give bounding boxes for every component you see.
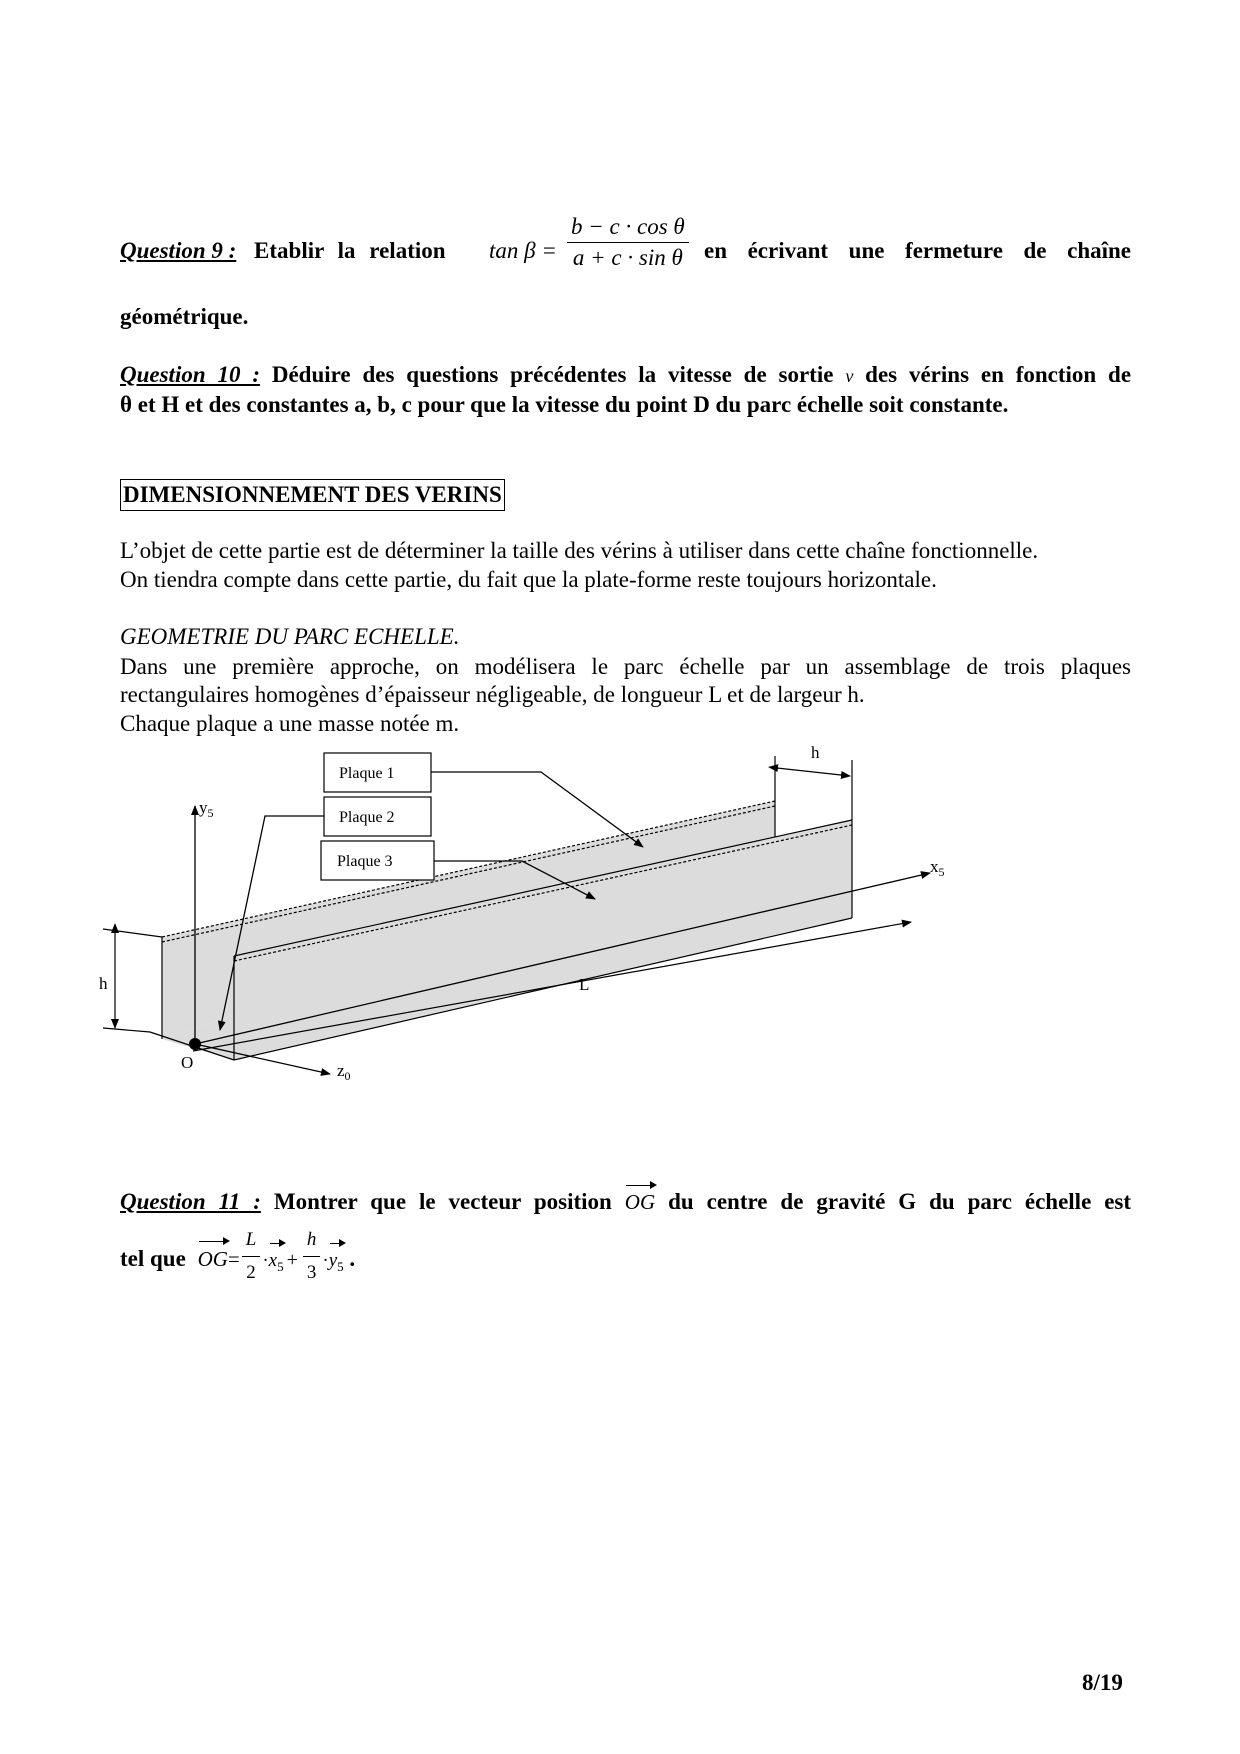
vector-OG: OG xyxy=(625,1188,655,1217)
question-10-line2: θ et H et des constantes a, b, c pour que la vitesse du point D du parc échelle soit constante. xyxy=(120,392,1009,417)
vector-OG-eq: OG xyxy=(198,1244,228,1274)
question-9-text-before: Etablir la relation xyxy=(254,238,446,263)
question-10-text-part2: des vérins en fonction de xyxy=(865,362,1132,387)
vector-y5: $y_5$ xyxy=(329,1246,344,1282)
plaque-3-label: Plaque 3 xyxy=(337,853,393,870)
formula-lhs: tan β = xyxy=(489,238,557,263)
label-y5: $y_5$ xyxy=(199,798,214,820)
question-10-label: Question 10 : xyxy=(120,362,260,387)
velocity-variable: v xyxy=(845,366,854,386)
vector-x5: $x_5$ xyxy=(269,1246,284,1282)
formula-denominator: a + c · sin θ xyxy=(572,245,683,270)
formula-numerator: b − c · cos θ xyxy=(567,213,689,243)
dimension-h-top xyxy=(775,756,852,820)
label-h-top: h xyxy=(811,743,820,762)
paragraph-2-line1: Dans une première approche, on modélisera le parc échelle par un assemblage de trois plaques xyxy=(120,654,1131,679)
question-9-label: Question 9 : xyxy=(120,238,237,263)
question-11-line2-prefix: tel que xyxy=(120,1245,186,1271)
label-h-left: h xyxy=(99,974,108,993)
fraction-L-2: $\frac{L}{2}$ xyxy=(242,1225,261,1288)
dot-1: · xyxy=(262,1249,269,1271)
subsection-title: GEOMETRIE DU PARC ECHELLE. xyxy=(120,624,460,649)
question-11-line2 xyxy=(120,1229,355,1292)
sentence-end: . xyxy=(349,1245,356,1271)
paragraph-2-line3: Chaque plaque a une masse notée m. xyxy=(120,711,460,736)
question-11-text-part1: Montrer que le vecteur position xyxy=(273,1189,612,1214)
section-title: DIMENSIONNEMENT DES VERINS xyxy=(120,479,505,511)
plus-sign: + xyxy=(286,1248,298,1271)
question-9-line2: géométrique. xyxy=(120,304,249,329)
origin-point xyxy=(189,1038,201,1050)
plaque-2-label: Plaque 2 xyxy=(339,809,395,826)
question-11-label: Question 11 : xyxy=(120,1189,261,1214)
page-number: 8/19 xyxy=(1082,1670,1123,1695)
dot-2: · xyxy=(322,1249,329,1271)
question-10-text-part1: Déduire des questions précédentes la vitesse de sortie xyxy=(271,362,834,387)
paragraph-1-line2: On tiendra compte dans cette partie, du fait que la plate-forme reste toujours horizontale. xyxy=(120,567,937,592)
paragraph-2-line2: rectangulaires homogènes d’épaisseur négligeable, de longueur L et de largeur h. xyxy=(120,682,865,707)
label-x5: $x_5$ xyxy=(930,857,945,879)
label-L: L xyxy=(579,975,590,994)
equals-sign: = xyxy=(227,1246,240,1271)
question-9-text-after: en écrivant une fermeture de chaîne xyxy=(704,238,1131,263)
label-z0: $z_0$ xyxy=(337,1061,351,1083)
paragraph-1-line1: L’objet de cette partie est de déterminer la taille des vérins à utiliser dans cette chaîne fonctionnelle. xyxy=(120,538,1039,563)
plaque-1-label: Plaque 1 xyxy=(339,765,395,782)
fraction-h-3: $\frac{h}{3}$ xyxy=(303,1225,321,1288)
label-O: O xyxy=(181,1053,194,1072)
question-11-line1 xyxy=(120,1187,1131,1217)
question-11-text-part2: du centre de gravité G du parc échelle est xyxy=(668,1189,1132,1214)
dimension-h-left xyxy=(103,929,162,1032)
